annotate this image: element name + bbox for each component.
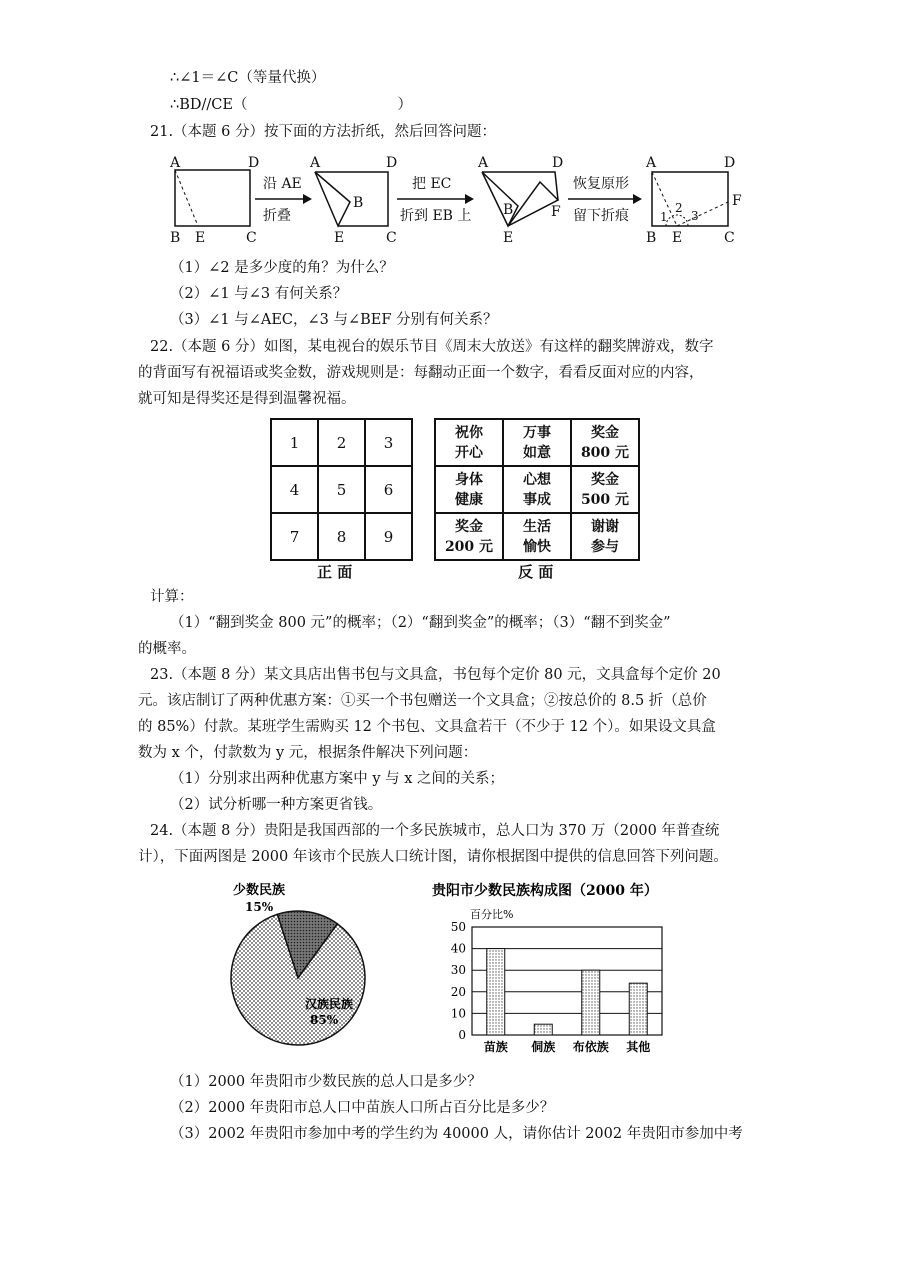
q22-line2: 的背面写有祝福语或奖金数，游戏规则是：每翻动正面一个数字，看看反面对应的内容，	[138, 365, 704, 381]
back-card: 奖金 500 元	[571, 466, 639, 513]
step4-crease-ef	[677, 202, 728, 226]
step4-label-f: F	[732, 193, 742, 209]
proof-line-2-end: ）	[397, 97, 412, 113]
step3-label-b: B	[503, 202, 514, 218]
arrow3-top-label: 恢复原形	[573, 176, 629, 192]
q24-part2: （2）2000 年贵阳市总人口中苗族人口所占百分比是多少？	[170, 1100, 555, 1116]
step3-label-e: E	[503, 230, 514, 246]
front-card: 6	[365, 466, 412, 513]
proof-line-2-start: ∴BD//CE（	[170, 97, 248, 113]
bar-category-label: 布依族	[572, 1040, 609, 1054]
front-card: 2	[318, 419, 365, 466]
front-caption: 正 面	[317, 563, 353, 581]
step4-label-b: B	[646, 230, 657, 246]
bar-y-tick-label: 30	[450, 963, 466, 978]
step3-label-f: F	[551, 204, 561, 220]
front-card: 1	[271, 419, 318, 466]
q22-line1: 22.（本题 6 分）如图，某电视台的娱乐节目《周末大放送》有这样的翻奖牌游戏，数字	[150, 339, 714, 355]
arrow2-top-label: 把 EC	[412, 176, 452, 192]
bar-y-tick-label: 10	[450, 1006, 466, 1021]
q22-questions-end: 的概率。	[138, 641, 196, 657]
card-front-grid	[270, 418, 413, 561]
arrow1-top-label: 沿 AE	[263, 176, 302, 192]
back-card: 身体 健康	[435, 466, 503, 513]
back-card: 奖金 200 元	[435, 513, 503, 560]
front-card: 8	[318, 513, 365, 560]
bar-mark	[582, 970, 600, 1035]
back-card: 祝你 开心	[435, 419, 503, 466]
q23-line4: 数为 x 个，付款数为 y 元，根据条件解决下列问题：	[138, 745, 478, 761]
back-caption: 反 面	[518, 563, 554, 581]
q21-part1: （1）∠2 是多少度的角？为什么？	[170, 260, 394, 276]
q22-line3: 就可知是得奖还是得到温馨祝福。	[138, 391, 356, 407]
calc-label: 计算：	[150, 589, 194, 605]
bar-y-tick-label: 20	[450, 984, 466, 999]
step1-label-a: A	[170, 155, 181, 171]
step3-label-a: A	[478, 155, 489, 171]
pie-value-han: 85%	[310, 1013, 339, 1027]
step2-label-c: C	[386, 230, 397, 246]
bar-category-label: 其他	[626, 1040, 651, 1054]
bar-y-tick-label: 0	[458, 1028, 466, 1042]
angle-1-label: 1	[660, 210, 668, 224]
front-card: 9	[365, 513, 412, 560]
back-card: 谢谢 参与	[571, 513, 639, 560]
card-back-grid	[434, 418, 640, 561]
q24-part3: （3）2002 年贵阳市参加中考的学生约为 40000 人，请你估计 2002 年贵阳市参加中考	[170, 1126, 743, 1142]
bar-category-label: 苗族	[483, 1040, 508, 1054]
step4-label-d: D	[724, 155, 736, 171]
bar-y-tick-label: 40	[450, 941, 466, 956]
bar-mark	[629, 983, 647, 1035]
bar-chart-title: 贵阳市少数民族构成图（2000 年）	[432, 883, 658, 899]
front-card: 4	[271, 466, 318, 513]
q24-line1: 24.（本题 8 分）贵阳是我国西部的一个多民族城市，总人口为 370 万（2000 年普查统	[150, 823, 720, 839]
step2-fold	[315, 172, 350, 226]
folding-diagram	[160, 150, 760, 250]
bar-category-label: 侗族	[531, 1040, 556, 1054]
q23-part1: （1）分别求出两种优惠方案中 y 与 x 之间的关系；	[170, 771, 505, 787]
step4-label-a: A	[646, 155, 657, 171]
q22-questions: （1）“翻到奖金 800 元”的概率；（2）“翻到奖金”的概率；（3）“翻不到奖金”	[170, 615, 671, 631]
pie-label-han: 汉族民族	[305, 997, 354, 1011]
step4-label-e: E	[672, 230, 683, 246]
q23-line2: 元。该店制订了两种优惠方案：①买一个书包赠送一个文具盒；②按总价的 8.5 折（总价	[138, 693, 707, 709]
arrow1-head	[303, 194, 312, 204]
step2-label-d: D	[386, 155, 398, 171]
bar-mark	[534, 1024, 552, 1035]
arrow1-bottom-label: 折叠	[263, 208, 291, 224]
step4-angle-arc	[666, 215, 688, 226]
back-card: 心想 事成	[503, 466, 571, 513]
step1-label-e: E	[195, 230, 206, 246]
step2-label-b: B	[353, 195, 364, 211]
q21-title: 21.（本题 6 分）按下面的方法折纸，然后回答问题：	[150, 124, 497, 140]
step3-label-d: D	[552, 155, 564, 171]
bar-chart-ylabel: 百分比%	[470, 908, 514, 921]
step4-label-c: C	[724, 230, 735, 246]
arrow3-bottom-label: 留下折痕	[573, 208, 629, 224]
arrow2-bottom-label: 折到 EB 上	[400, 208, 472, 224]
q24-line2: 计），下面两图是 2000 年该市个民族人口统计图，请你根据图中提供的信息回答下列问题。	[138, 849, 728, 865]
q24-part1: （1）2000 年贵阳市少数民族的总人口是多少？	[170, 1074, 482, 1090]
front-card: 5	[318, 466, 365, 513]
q21-part3: （3）∠1 与∠AEC，∠3 与∠BEF 分别有何关系？	[170, 312, 498, 328]
arrow2-head	[465, 194, 474, 204]
angle-2-label: 2	[675, 201, 683, 215]
back-card: 奖金 800 元	[571, 419, 639, 466]
step1-label-d: D	[248, 155, 260, 171]
bar-y-tick-label: 50	[450, 920, 466, 934]
q23-line1: 23.（本题 8 分）某文具店出售书包与文具盒，书包每个定价 80 元，文具盒每个定价 20	[150, 667, 721, 683]
pie-value-minority: 15%	[245, 900, 274, 914]
proof-line-1: ∴∠1＝∠C（等量代换）	[170, 70, 326, 86]
step2-label-a: A	[310, 155, 321, 171]
step1-label-b: B	[170, 230, 181, 246]
q23-line3: 的 85%）付款。某班学生需购买 12 个书包、文具盒若干（不少于 12 个）。如果设文具盒	[138, 719, 716, 735]
step2-label-e: E	[334, 230, 345, 246]
back-card: 万事 如意	[503, 419, 571, 466]
pie-chart	[215, 878, 385, 1063]
q21-part2: （2）∠1 与∠3 有何关系？	[170, 286, 348, 302]
q23-part2: （2）试分析哪一种方案更省钱。	[170, 797, 383, 813]
arrow3-head	[633, 194, 642, 204]
step1-label-c: C	[246, 230, 257, 246]
angle-3-label: 3	[691, 209, 699, 223]
bar-mark	[487, 949, 505, 1035]
back-card: 生活 愉快	[503, 513, 571, 560]
bar-chart	[420, 875, 680, 1060]
proof-line-2	[170, 95, 412, 115]
front-card: 7	[271, 513, 318, 560]
step1-crease	[175, 170, 198, 226]
front-card: 3	[365, 419, 412, 466]
pie-label-minority: 少数民族	[233, 883, 286, 898]
